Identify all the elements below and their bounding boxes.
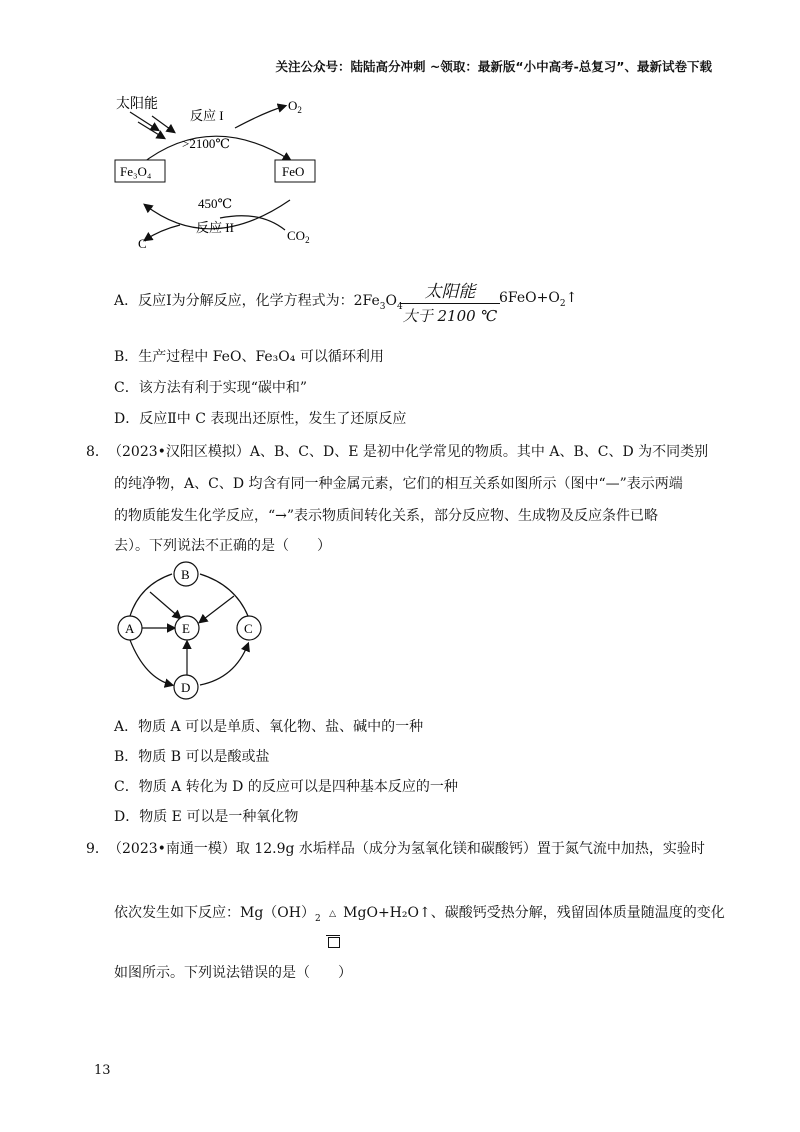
c-label: C: [138, 236, 147, 251]
o2-arrow: [235, 106, 285, 128]
q9-stem-line2: 依次发生如下反应：$Mg(OH)_2$ △ MgO+H₂O↑、碳酸钙受热分解，残留固体质量随温度的变化: [114, 902, 725, 924]
q7-option-b: B．生产过程中 FeO、Fe₃O₄ 可以循环利用: [114, 349, 384, 365]
node-d-label: D: [181, 680, 191, 695]
arrow-d-c: [200, 644, 248, 685]
spacer: [178, 582, 184, 614]
q7-option-a-products: $6FeO+O_2↑$: [499, 290, 578, 309]
arrow-c-e: [200, 596, 234, 622]
relationship-diagram: [110, 560, 280, 705]
q9-stem-line3: 如图所示。下列说法错误的是（ ）: [114, 965, 352, 981]
line-a-b: [130, 574, 172, 616]
node-e-label: E: [182, 621, 190, 636]
q7-option-d: D．反应Ⅱ中 C 表现出还原性，发生了还原反应: [114, 411, 407, 427]
sun-arrow-1: [130, 112, 158, 130]
arrow-b-e: [150, 592, 180, 618]
q8-stem-line4: 去）。下列说法不正确的是（ ）: [114, 538, 331, 554]
q8-option-a: A．物质 A 可以是单质、氧化物、盐、碱中的一种: [114, 719, 424, 735]
q9-number: 9．: [86, 841, 109, 857]
q9-stem-line1: （2023•南通一模）取 12.9g 水垢样品（成分为氢氧化镁和碳酸钙）置于氮气流中加热，实验时: [108, 841, 705, 857]
node-c-label: C: [244, 621, 253, 636]
q7-option-c: C．该方法有利于实现“碳中和”: [114, 380, 308, 396]
reaction2-label: 反应 II: [196, 220, 234, 235]
co2-label: $CO_2$: [287, 228, 310, 245]
q8-stem-line2: 的纯净物，A、C、D 均含有同一种金属元素，它们的相互关系如图所示（图中“—”表示两端: [114, 476, 683, 492]
reaction-condition: 太阳能 大于 2100 ℃: [400, 277, 500, 326]
q8-option-d: D．物质 E 可以是一种氧化物: [114, 809, 299, 825]
temp2-label: 450℃: [198, 196, 233, 211]
q7-option-a: A．反应Ⅰ为分解反应，化学方程式为：$2Fe_3O_4$: [114, 293, 403, 312]
line-b-c: [200, 574, 248, 616]
sun-arrow-2: [138, 122, 164, 138]
page-header: 关注公众号：陆陆高分冲刺 ~领取：最新版“小中高考-总复习”、最新试卷下载: [275, 59, 712, 74]
q8-number: 8．: [86, 444, 109, 460]
q8-stem-line3: 的物质能发生化学反应，“→”表示物质间转化关系，部分反应物、生成物及反应条件已略: [114, 508, 659, 524]
q8-stem-line1: （2023•汉阳区模拟）A、B、C、D、E 是初中化学常见的物质。其中 A、B、C、D 为不同类别: [108, 444, 709, 460]
o2-label: $O_2$: [288, 98, 302, 115]
node-b-label: B: [181, 567, 190, 582]
sun-label: 太阳能: [116, 97, 158, 112]
sun-arrow-3: [152, 116, 174, 132]
node-a-label: A: [125, 621, 135, 636]
q8-option-c: C．物质 A 转化为 D 的反应可以是四种基本反应的一种: [114, 779, 458, 795]
q8-option-b: B．物质 B 可以是酸或盐: [114, 749, 270, 765]
temp1-label: >2100℃: [182, 136, 230, 151]
feo-label: FeO: [282, 164, 305, 179]
c-arrow: [145, 225, 180, 240]
arrow-a-d: [130, 640, 172, 685]
page-number: 13: [94, 1063, 111, 1078]
fe3o4-label: Fe₃O₄: [120, 164, 152, 179]
reaction1-label: 反应 I: [190, 108, 224, 123]
fe-cycle-diagram: [100, 90, 340, 260]
